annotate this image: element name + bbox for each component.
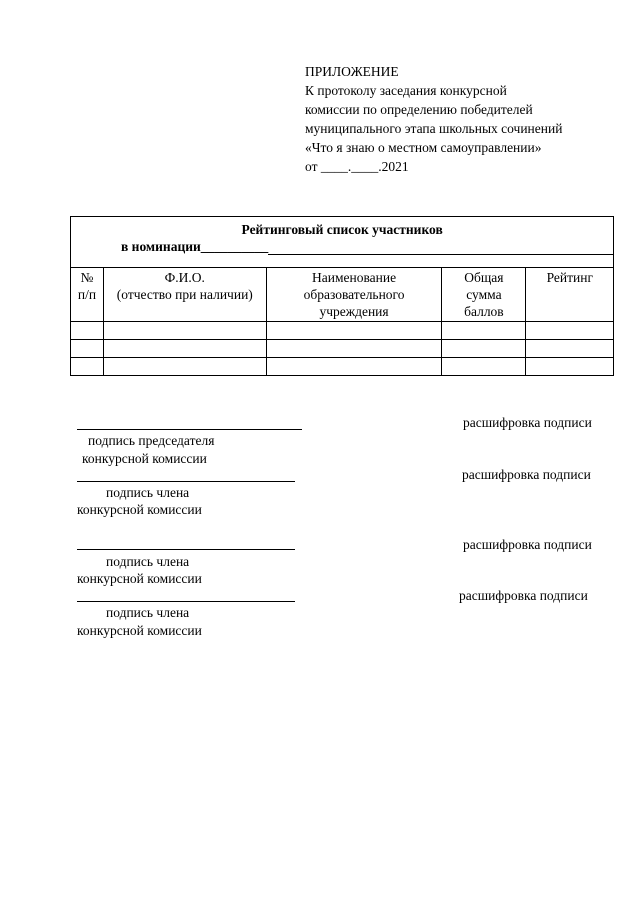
table-title: Рейтинговый список участников bbox=[241, 222, 443, 237]
appendix-line: К протоколу заседания конкурсной bbox=[305, 83, 507, 98]
signature-caption: конкурсной комиссии bbox=[77, 571, 202, 586]
signature-decode: расшифровка подписи bbox=[459, 588, 588, 603]
signature-decode: расшифровка подписи bbox=[462, 467, 591, 482]
header-name: Ф.И.О. (отчество при наличии) bbox=[103, 268, 266, 322]
appendix-line: муниципального этапа школьных сочинений bbox=[305, 121, 563, 136]
signature-caption: подпись председателя bbox=[88, 433, 215, 448]
table-row bbox=[71, 340, 614, 358]
appendix-header bbox=[305, 62, 562, 176]
rating-table bbox=[70, 216, 614, 376]
table-row bbox=[71, 358, 614, 376]
signature-caption: конкурсной комиссии bbox=[77, 502, 202, 517]
signature-line-chair[interactable] bbox=[77, 429, 302, 430]
signature-line-member[interactable] bbox=[77, 481, 295, 482]
appendix-line: «Что я знаю о местном самоуправлении» bbox=[305, 140, 542, 155]
signature-line-member[interactable] bbox=[77, 549, 295, 550]
nomination-line bbox=[71, 238, 613, 255]
header-number: № п/п bbox=[71, 268, 104, 322]
signature-decode: расшифровка подписи bbox=[463, 537, 592, 552]
signature-caption: подпись члена bbox=[106, 485, 190, 500]
appendix-line: от ____.____.2021 bbox=[305, 159, 409, 174]
signature-caption: подпись члена bbox=[106, 605, 190, 620]
table-header-row bbox=[71, 268, 614, 322]
appendix-line: комиссии по определению победителей bbox=[305, 102, 533, 117]
nomination-label: в номинации__________ bbox=[121, 239, 269, 254]
header-total-score: Общая сумма баллов bbox=[442, 268, 526, 322]
nomination-blank[interactable] bbox=[268, 240, 613, 255]
header-rating: Рейтинг bbox=[526, 268, 614, 322]
signature-caption: подпись члена bbox=[106, 554, 190, 569]
table-row bbox=[71, 322, 614, 340]
signature-line-member[interactable] bbox=[77, 601, 295, 602]
header-institution: Наименование образовательного учреждения bbox=[266, 268, 442, 322]
signature-caption: конкурсной комиссии bbox=[82, 451, 207, 466]
appendix-line: ПРИЛОЖЕНИЕ bbox=[305, 64, 399, 79]
signature-caption: конкурсной комиссии bbox=[77, 623, 202, 638]
signature-decode: расшифровка подписи bbox=[463, 415, 592, 430]
table-title-cell bbox=[71, 217, 614, 268]
